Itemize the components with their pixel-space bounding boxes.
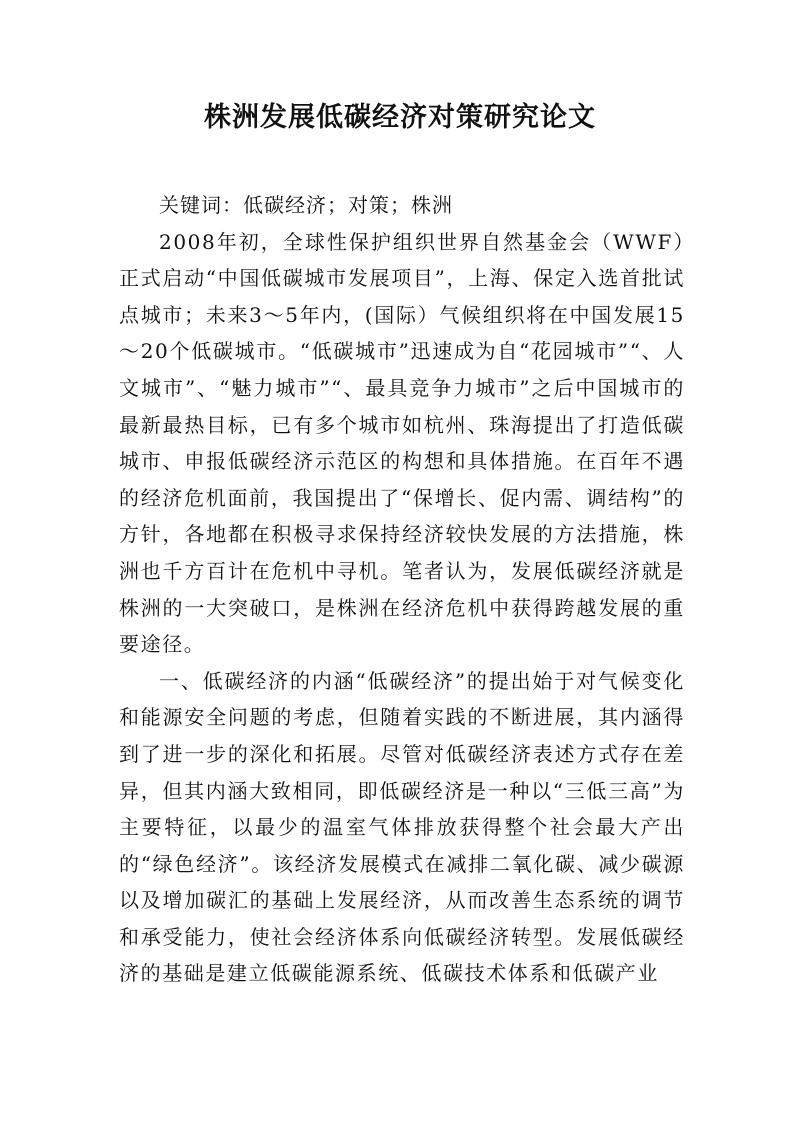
document-title: 株洲发展低碳经济对策研究论文 [204,102,596,133]
document-body [119,187,685,992]
keywords-line: 关键词：低碳经济；对策；株洲 [159,193,453,217]
paragraph-intro: 2008年初，全球性保护组织世界自然基金会（WWF）正式启动“中国低碳城市发展项目”，上海、保定入选首批试点城市；未来3～5年内，(国际）气候组织将在中国发展15～20个低碳城市。“低碳城市”迅速成为自“花园城市”“、人文城市”、“魅力城市”“、最具竞争力城市”之后中国城市的最新最热目标，已有多个城市如杭州、珠海提出了打造低碳城市、申报低碳经济示范区的构想和具体措施。在百年不遇的经济危机面前，我国提出了“保增长、促内需、调结构”的方针，各地都在积极寻求保持经济较快发展的方法措施，株洲也千方百计在危机中寻机。笔者认为，发展低碳经济就是株洲的一大突破口，是株洲在经济危机中获得跨越发展的重要途径。 [119,229,685,657]
paragraph-section-one: 一、低碳经济的内涵“低碳经济”的提出始于对气候变化和能源安全问题的考虑，但随着实践的不断进展，其内涵得到了进一步的深化和拓展。尽管对低碳经济表述方式存在差异，但其内涵大致相同，即低碳经济是一种以“三低三高”为主要特征，以最少的温室气体排放获得整个社会最大产出的“绿色经济”。该经济发展模式在减排二氧化碳、减少碳源以及增加碳汇的基础上发展经济，从而改善生态系统的调节和承受能力，使社会经济体系向低碳经济转型。发展低碳经济的基础是建立低碳能源系统、低碳技术体系和低碳产业 [119,668,685,986]
